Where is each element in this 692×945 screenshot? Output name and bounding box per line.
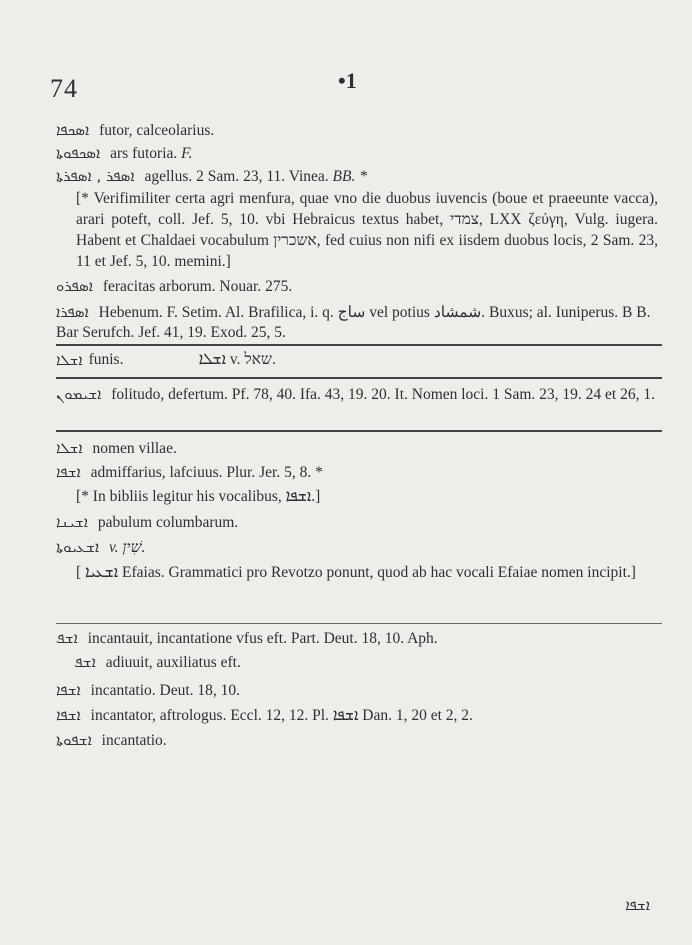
entry <box>56 628 658 649</box>
entry <box>56 652 658 673</box>
entry <box>56 349 662 371</box>
definition: adiuuit, auxiliatus eft. <box>105 654 241 671</box>
definition: incantator, aftrologus. Eccl. 12, 12. Pl. ܐܫܦܐ Dan. 1, 20 et 2, 2. <box>90 707 473 724</box>
definition: incantatio. <box>101 732 167 749</box>
definition: nomen villae. <box>92 440 177 457</box>
definition: funis. <box>88 351 124 368</box>
definition: ars futoria. <box>110 145 178 162</box>
entry <box>56 438 658 459</box>
syriac-word: ܐܣܟܦܘܬܐ <box>56 144 101 162</box>
syriac-word: ܐܣܟܦܐ <box>56 121 90 139</box>
syriac-word: ܐܫܝܢܐ <box>56 513 88 531</box>
footnote: [* In bibliis legitur his vocalibus, ܐܫܦܐ.] <box>76 488 321 505</box>
definition: futor, calceolarius. <box>99 122 215 139</box>
section-rule <box>56 430 662 432</box>
entry <box>56 143 658 164</box>
page-number: 74 <box>50 74 78 103</box>
reference: F. <box>181 145 193 162</box>
definition: admiffarius, lafciuus. Plur. Jer. 5, 8. * <box>90 464 323 481</box>
entry <box>56 680 658 701</box>
entry <box>56 120 658 141</box>
syriac-word: ܐܫܠܐ <box>56 351 83 369</box>
definition: incantauit, incantatione vfus eft. Part. Deut. 18, 10. Aph. <box>87 630 438 647</box>
entry <box>56 730 658 751</box>
syriac-word: ܐܫܦܐ <box>56 463 81 481</box>
catchword: ܐܫܦܐ <box>625 896 650 914</box>
cross-reference: ܐܫܠܐ v. שאל. <box>198 351 276 368</box>
footnote: [* Verifimiliter certa agri menfura, quae vno die duobus iuvencis (boue et praeeunte vacca), arari poteft, coll. Jef. 5, 10. vbi Hebraicus textus habet, צמדי, LXX ζεύγη, Vulg. iugera. Habent et Chaldaei vocabulum אשכרין, fed cuius non nifi ex iisdem duobus locis, 2 Sam. 23, 11 et Jef. 5, 10. memini.] <box>76 190 658 270</box>
syriac-word: ܐܫܦܐ <box>56 681 81 699</box>
definition: agellus. 2 Sam. 23, 11. Vinea. <box>144 168 329 185</box>
syriac-word: ܐܫܠܐ <box>56 439 83 457</box>
section-rule <box>56 344 662 346</box>
running-head: •1 <box>338 68 357 93</box>
definition: Hebenum. F. Setim. Al. Brafilica, i. q. ساج vel potius شمشاد. Buxus; al. Iuniperus. B B. Bar Serufch. Jef. 41, 19. Exod. 25, 5. <box>56 304 651 341</box>
section-rule <box>56 377 662 379</box>
syriac-word: ܐܫܝܡܘܢ <box>56 385 102 403</box>
syriac-word: ܐܫܥܝܘܬܐ <box>56 538 100 556</box>
entry <box>56 166 658 187</box>
definition: incantatio. Deut. 18, 10. <box>90 682 241 699</box>
syriac-word: ܐܣܦܪܘ <box>56 277 93 295</box>
entry <box>56 512 658 533</box>
definition: pabulum columbarum. <box>97 514 239 531</box>
reference: BB. * <box>332 168 367 185</box>
entry <box>56 462 658 483</box>
definition: folitudo, defertum. Pf. 78, 40. Ifa. 43, 19. 20. It. Nomen loci. 1 Sam. 23, 19. 24 et 26, 1. <box>111 386 655 403</box>
entry <box>56 384 658 405</box>
syriac-word: ܐܫܦ <box>56 629 78 647</box>
syriac-word: ܐܫܦ <box>74 653 96 671</box>
entry <box>56 302 658 343</box>
section-rule <box>56 623 662 624</box>
syriac-word: ܐܫܦܘܬܐ <box>56 731 92 749</box>
footnote: [ ܐܫܥܝܐ Efaias. Grammatici pro Revotzo ponunt, quod ab hac vocali Efaiae nomen incipit.] <box>76 564 636 581</box>
entry <box>56 705 658 726</box>
syriac-word: ܐܫܦܐ <box>56 706 81 724</box>
syriac-word: ܐܣܦܪ , ܐܣܦܪܬܐ <box>56 167 135 185</box>
definition: feracitas arborum. Nouar. 275. <box>102 278 293 295</box>
entry <box>56 276 658 297</box>
syriac-word: ܐܣܦܪܐ <box>56 303 89 321</box>
entry <box>56 537 658 558</box>
definition: v. שִׁין. <box>108 539 146 556</box>
